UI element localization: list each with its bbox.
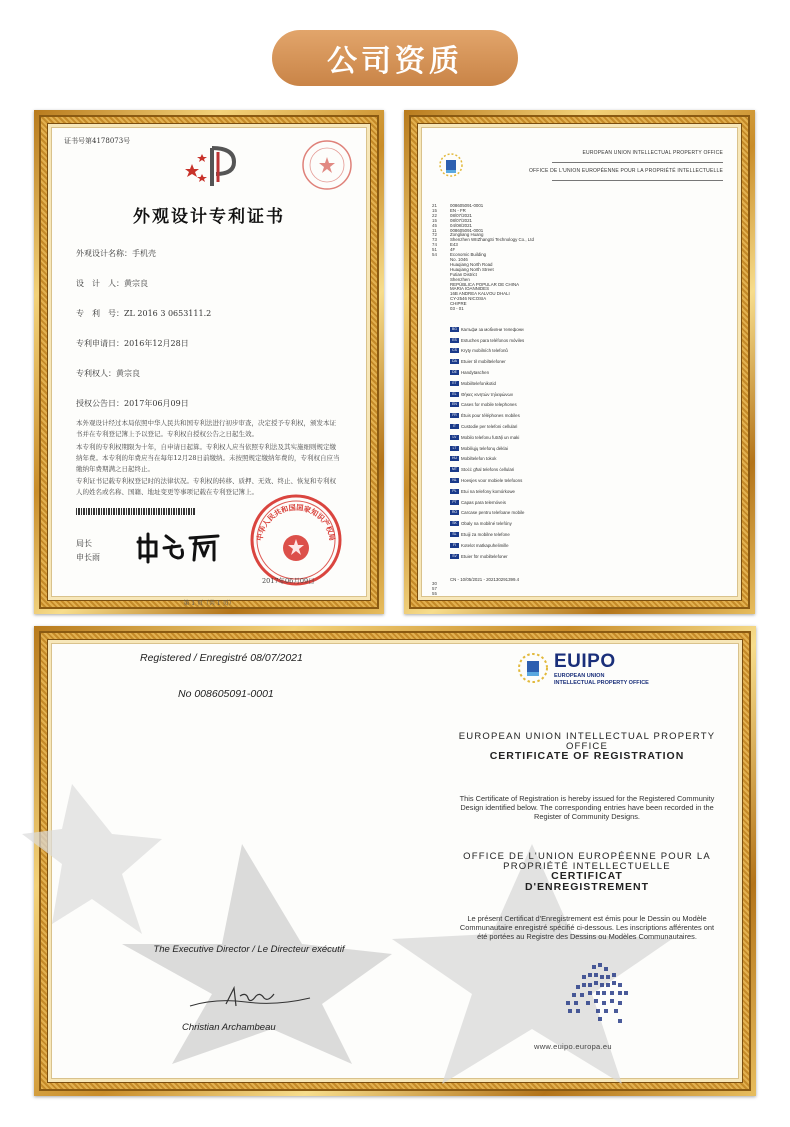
office-name-en: EUROPEAN UNION INTELLECTUAL PROPERTY OFFICE <box>458 731 716 752</box>
certificate-paragraph: 专利证书记载专利权登记时的法律状况。专利权的转移、质押、无效、终止、恢复和专利权人的姓名或名称、国籍、地址变更等事项记载在专利登记簿上。 <box>76 477 336 496</box>
field-value: 16B ANDREA KALVOU DHALI <box>450 291 510 297</box>
language-tag: IT <box>450 424 459 429</box>
certificate-title-en: CERTIFICATE OF REGISTRATION <box>489 750 685 762</box>
divider <box>552 180 723 181</box>
field-code: 30 <box>432 581 437 586</box>
field-values <box>450 204 534 312</box>
field-code: 21 <box>432 203 437 208</box>
product-indication: Hoesjes voor mobiele telefoons <box>461 478 523 484</box>
field-value: 08/07/2021 <box>450 217 472 223</box>
divider <box>552 162 723 163</box>
office-name-fr: OFFICE DE L'UNION EUROPÉENNE POUR LA PROPRIÉTÉ INTELLECTUELLE <box>528 168 723 174</box>
euipo-certificate <box>51 643 739 1079</box>
field-value: REPÚBLICA POPULAR DE CHINA <box>450 281 520 287</box>
product-indication: Mobiiltelefonikotid <box>461 380 496 386</box>
director-name: Christian Archambeau <box>182 1022 276 1033</box>
field-value: Futian District <box>450 271 477 277</box>
field-value: EN - FR <box>450 207 466 213</box>
product-indication-row <box>450 464 524 475</box>
field-value: Huaqiang North Road <box>450 261 493 267</box>
office-name-en: EUROPEAN UNION INTELLECTUAL PROPERTY OFFICE <box>582 150 723 156</box>
product-indication-row <box>450 518 524 529</box>
field-value: 4F <box>450 247 456 253</box>
product-indication-row <box>450 454 524 465</box>
product-indication: Cases for mobile telephones <box>461 402 517 408</box>
field-code: 15 <box>432 207 437 213</box>
product-indication-row <box>450 356 524 367</box>
english-heading <box>447 732 727 762</box>
euipo-certificate-frame <box>34 626 756 1096</box>
field-codes <box>432 204 437 258</box>
certificate-paragraph: 本外观设计经过本局依照中华人民共和国专利法进行初步审查，决定授予专利权，颁发本证书并在专利登记簿上予以登记。专利权自授权公告之日起生效。 <box>76 419 336 438</box>
red-seal-top-icon <box>300 138 354 192</box>
signatory-title: 局长 <box>76 539 92 548</box>
field-code: 15 <box>432 217 437 223</box>
product-indication-row <box>450 529 524 540</box>
language-tag: FI <box>450 543 459 548</box>
product-indication-row <box>450 367 524 378</box>
field-value: Shenzhen WIIZhangSi Technology Co., Ltd <box>450 237 534 243</box>
language-tag: LV <box>450 435 459 440</box>
product-indication-row <box>450 497 524 508</box>
product-indication: Carcase pentru telefoane mobile <box>461 510 525 516</box>
language-tag: PL <box>450 489 459 494</box>
english-body: This Certificate of Registration is hereby issued for the Registered Community Design identified below. The corresponding entries have been recorded in the Register of Community Designs. <box>459 794 715 821</box>
product-indication: Stoċċ għal telefons ċellulari <box>461 467 515 473</box>
tail-codes <box>432 581 437 596</box>
product-indication-row <box>450 389 524 400</box>
product-indication-row <box>450 410 524 421</box>
field-value: E43 <box>450 242 458 248</box>
field-value: 008605091-0001 <box>450 203 484 208</box>
field-value: Shenzhen <box>450 276 470 282</box>
field-code: 54 <box>432 252 437 258</box>
field-value: 03 - 01 <box>450 306 464 312</box>
french-heading <box>447 852 727 893</box>
language-tag: RO <box>451 510 458 515</box>
language-tag: FR <box>450 413 459 418</box>
product-indication: Etuier til mobiltelefoner <box>461 359 506 365</box>
field-value: Economic Building <box>450 252 487 258</box>
field-code: 51 <box>432 247 437 253</box>
euipo-logo-icon <box>515 650 551 686</box>
designer: 设 计 人：黄宗良 <box>76 279 148 288</box>
product-indication-row <box>450 335 524 346</box>
product-indication-row <box>450 551 524 562</box>
product-indication-row <box>450 346 524 357</box>
field-code: 73 <box>432 237 437 243</box>
language-tag: SV <box>450 554 459 559</box>
field-code: 45 <box>432 222 437 228</box>
language-tag: DE <box>450 370 459 375</box>
product-indication: Kotelot matkapuhelimille <box>461 542 509 548</box>
product-indication: Obaly na mobilné telefóny <box>461 521 512 527</box>
language-tag: EN <box>450 402 459 407</box>
field-value: CY-2546 NICOSIA <box>450 296 487 302</box>
certificate-title-fr: CERTIFICAT D'ENREGISTREMENT <box>524 870 650 893</box>
language-tag: DA <box>450 359 459 364</box>
field-value: 04/08/2021 <box>450 222 472 228</box>
euipo-wordmark: EUIPO <box>554 651 616 672</box>
language-tag: SK <box>450 521 459 526</box>
certificate-paragraph: 本专利的专利权期限为十年，自申请日起算。专利权人应当依照专利法及其实施细则规定缴纳年费。本专利的年费应当在每年12月28日前缴纳。未按照规定缴纳年费的，专利权自应当缴纳年费期满之日起终止。 <box>76 443 340 473</box>
language-tag: HU <box>450 456 459 461</box>
page-title: 公司资质 <box>272 30 518 86</box>
product-indication: Θήκες κινητών τηλεφώνων <box>461 391 514 397</box>
product-indication-row <box>450 443 524 454</box>
product-indication: Etuiji za mobilne telefone <box>461 532 510 538</box>
product-indication-row <box>450 421 524 432</box>
product-indication: Handytaschen <box>461 370 490 376</box>
page-label: 第 1 页（共 1 页） <box>183 600 235 607</box>
language-tag: CS <box>450 348 459 353</box>
product-indication: Étuis pour téléphones mobiles <box>461 413 520 419</box>
signatory-name: 申长雨 <box>76 553 100 562</box>
product-indication: Capas para telemóveis <box>461 499 506 505</box>
product-indication: Kryty mobilních telefonů <box>461 348 508 354</box>
product-indication-row <box>450 540 524 551</box>
euipo-wordmark-subtitle: EUROPEAN UNION INTELLECTUAL PROPERTY OFFICE <box>554 673 649 686</box>
product-indication-row <box>450 432 524 443</box>
language-tag: PT <box>450 500 459 505</box>
eu-registration-listing-frame <box>404 110 755 614</box>
field-code: 22 <box>432 212 437 218</box>
language-tag: MT <box>450 467 459 472</box>
patentee: 专利权人：黄宗良 <box>76 369 140 378</box>
director-signature-icon <box>186 984 316 1014</box>
design-name: 外观设计名称：手机壳 <box>76 249 156 258</box>
field-value: MARIA IOANNIDES <box>450 286 490 292</box>
official-red-seal-icon <box>248 492 344 588</box>
product-indication: Mobiltelefon tokok <box>461 456 497 462</box>
handwritten-signature-icon <box>134 528 224 564</box>
priority-line: CN - 10/05/2021 - 202130291399.4 <box>450 577 520 582</box>
registration-number: No 008605091-0001 <box>178 688 274 700</box>
language-tag: LT <box>450 446 459 451</box>
product-indication-row <box>450 475 524 486</box>
field-code: 74 <box>432 242 437 248</box>
product-indication-list <box>450 324 524 562</box>
grant-date: 授权公告日：2017年06月09日 <box>76 399 189 408</box>
language-tag: ET <box>450 381 459 386</box>
language-tag: BG <box>450 327 459 332</box>
field-code: 11 <box>432 227 437 233</box>
chinese-patent-certificate <box>51 127 367 607</box>
french-body: Le présent Certificat d'Enregistrement est émis pour le Dessin ou Modèle Communautaire enregistré spécifié ci-dessous. Les inscriptions afférentes ont été portées au Registre des Dessins ou Modèles Communautaires. <box>459 914 715 941</box>
euipo-emblem-icon <box>436 150 466 180</box>
euipo-website: www.euipo.europa.eu <box>534 1042 612 1051</box>
language-tag: NL <box>450 478 459 483</box>
chinese-patent-certificate-frame <box>34 110 384 614</box>
field-value: 08/07/2021 <box>450 212 472 218</box>
director-title: The Executive Director / Le Directeur exécutif <box>153 944 345 955</box>
certificate-number: 证书号第4178073号 <box>64 137 131 145</box>
product-indication-row <box>450 324 524 335</box>
field-value: No. 1046 <box>450 256 468 262</box>
product-indication: Etui na telefony komórkowe <box>461 488 515 494</box>
field-value: CHIPRE <box>450 301 467 307</box>
product-indication: Custodie per telefoni cellulari <box>461 424 518 430</box>
registration-date: Registered / Enregistré 08/07/2021 <box>140 652 303 664</box>
product-indication-row <box>450 378 524 389</box>
product-indication: Калъфи за мобилни телефони <box>461 326 524 332</box>
field-code: 72 <box>432 232 437 238</box>
field-value: Huaqiang North Street <box>450 266 494 272</box>
europe-map-icon <box>552 959 652 1031</box>
seal-date: 2017年06月09日 <box>262 577 315 585</box>
field-value: Zongliang Huang <box>450 232 484 238</box>
cnipa-logo-icon <box>182 142 242 192</box>
seal-text: 中华人民共和国国家知识产权局 <box>255 502 337 542</box>
language-tag: SL <box>450 532 459 537</box>
language-tag: EL <box>450 392 459 397</box>
office-name-fr: OFFICE DE L'UNION EUROPÉENNE POUR LA PROPRIÉTÉ INTELLECTUELLE <box>463 851 711 872</box>
patent-number: 专 利 号：ZL 2016 3 0653111.2 <box>76 309 212 318</box>
product-indication: Mobilo telefonu futrāļi un maki <box>461 434 520 440</box>
field-code: 57 <box>432 586 437 591</box>
certificate-title: 外观设计专利证书 <box>133 207 285 227</box>
product-indication: Mobiliųjų telefonų dėklai <box>461 445 508 451</box>
filing-date: 专利申请日：2016年12月28日 <box>76 339 189 348</box>
product-indication-row <box>450 400 524 411</box>
product-indication: Estuches para teléfonos móviles <box>461 337 525 343</box>
field-value: 008605091-0001 <box>450 227 484 233</box>
product-indication-row <box>450 486 524 497</box>
eu-registration-listing <box>421 127 738 597</box>
field-code: 55 <box>432 591 437 596</box>
language-tag: ES <box>450 338 459 343</box>
product-indication: Etuier för mobiltelefoner <box>461 553 508 559</box>
barcode <box>76 508 196 515</box>
product-indication-row <box>450 508 524 519</box>
